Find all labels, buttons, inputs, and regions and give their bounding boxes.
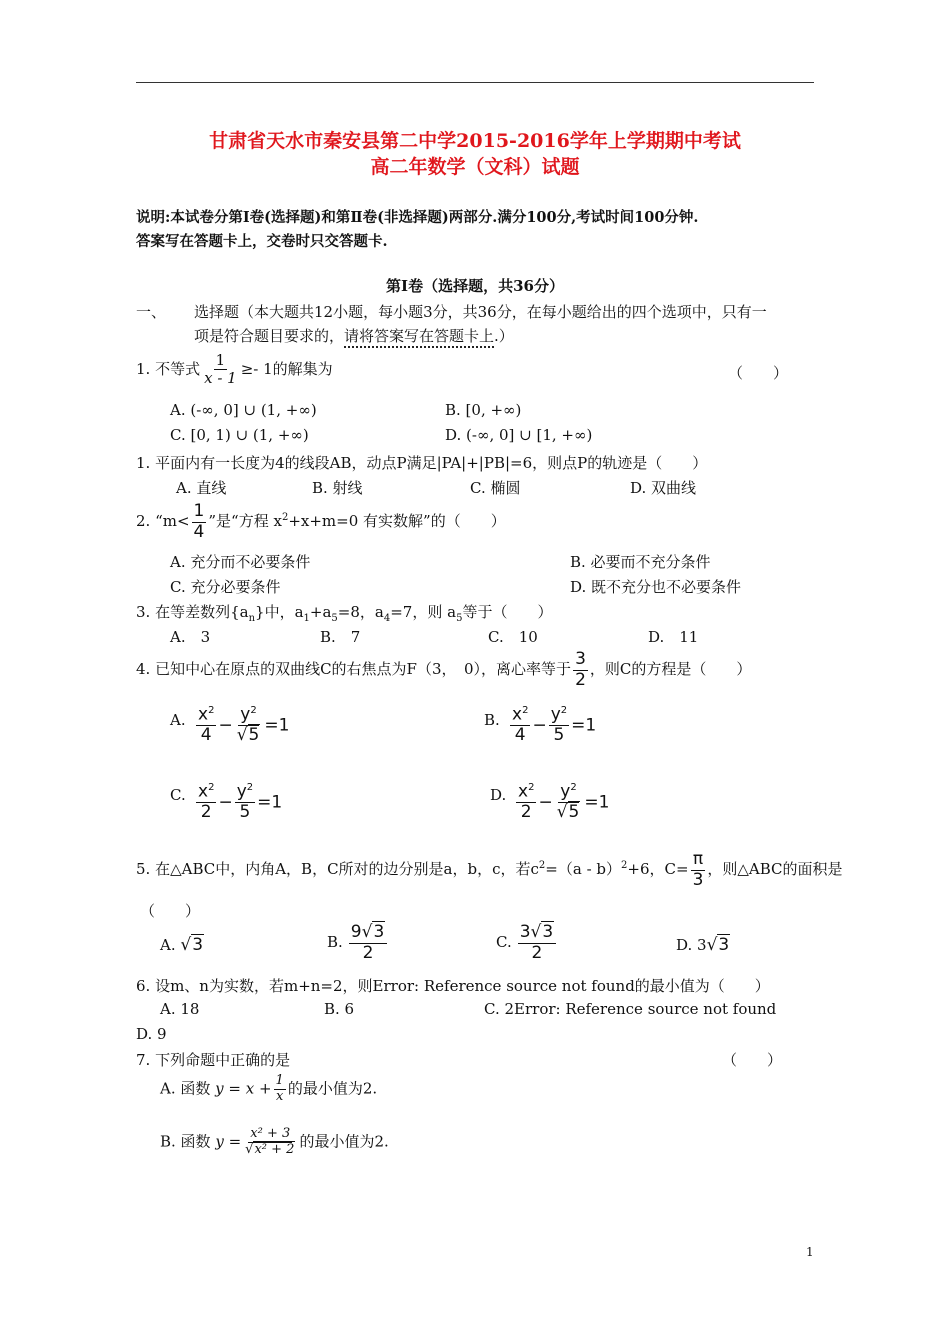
- option-c: C. 椭圆: [470, 479, 521, 497]
- option-a-label: A.: [170, 711, 186, 729]
- question-5: 5. 在△ABC中，内角A，B，C所对的边分别是a，b，c，若$c^2=(a - b)^2+6$，C= $\frac{\pi}{3}$ ，则△ABC的面积是: [136, 849, 843, 890]
- header-rule: [136, 82, 814, 83]
- answer-paren: （ ）: [722, 1051, 783, 1069]
- option-b-formula: $\frac{x^2}{4}$ − $\frac{y^2}{5}$ =1: [512, 704, 597, 746]
- option-b: B. 射线: [312, 479, 363, 497]
- option-b: B. $\frac{9√3}{2}$: [327, 923, 389, 963]
- section-heading: 第Ⅰ卷（选择题，共36分）: [386, 277, 564, 295]
- part-description-line1: 选择题（本大题共12小题，每小题3分，共36分，在每小题给出的四个选项中，只有一: [194, 303, 767, 321]
- notice-line2: 答案写在答题卡上，交卷时只交答题卡.: [136, 233, 388, 250]
- part-number: 一、: [136, 303, 167, 321]
- option-d: D. 11: [648, 628, 699, 646]
- exam-title-line1: 甘肃省天水市秦安县第二中学2015-2016学年上学期期中考试: [209, 130, 741, 152]
- option-c: C. 2Error: Reference source not found: [484, 1000, 777, 1018]
- fraction: $\frac{1}{x - 1}$: [204, 351, 237, 388]
- question-1a: 1. 不等式 $\frac{1}{x - 1}$ ≥- 1的解集为: [136, 351, 333, 388]
- option-b-label: B.: [484, 711, 500, 729]
- exam-title-line2: 高二年数学（文科）试题: [370, 156, 580, 178]
- option-b: B. 函数 y = $\frac{\text{x² + 3}}{\text{√x² + 2}}$ 的最小值为2.: [160, 1126, 389, 1157]
- question-1b: 1. 平面内有一长度为4的线段AB，动点P满足|PA|+|PB|=6，则点P的轨迹是（ ）: [136, 454, 708, 472]
- question-2: 2. “m< $\frac{1}{4}$ ”是“方程 $x^2+x+m=0$ 有实数解”的（ ）: [136, 501, 506, 542]
- option-a: A. 函数 y = x + $\frac{1}{x}$ 的最小值为2.: [160, 1073, 378, 1104]
- answer-paren: （ ）: [728, 364, 789, 382]
- option-c: C. 10: [488, 628, 538, 646]
- option-b: B. 必要而不充分条件: [570, 553, 711, 571]
- fraction: $\frac{1}{4}$: [193, 501, 205, 542]
- notice-line1: 说明:本试卷分第Ⅰ卷(选择题)和第Ⅱ卷(非选择题)两部分.满分100分,考试时间100分钟.: [136, 209, 699, 226]
- question-3: 3. 在等差数列$\{a_n\}$中，$a_1+a_5=8$，$a_4=7$，则 $a_5$等于（ ）: [136, 603, 553, 624]
- option-a: A. 3: [170, 628, 211, 646]
- option-c: C. $\frac{3√3}{2}$: [496, 923, 558, 963]
- option-d-formula: $\frac{x^2}{2}$ − $\frac{y^2}{√5}$ =1: [518, 781, 610, 823]
- option-a: A. (-∞, 0] ∪ (1, +∞): [170, 401, 317, 419]
- option-a: A. 直线: [176, 479, 227, 497]
- option-d: D. 双曲线: [630, 479, 697, 497]
- option-d-label: D.: [490, 786, 507, 804]
- option-d: D. (-∞, 0] ∪ [1, +∞): [445, 426, 593, 444]
- part-description-line2: 项是符合题目要求的，请将答案写在答题卡上.）: [194, 325, 514, 346]
- question-4: 4. 已知中心在原点的双曲线C的右焦点为F（3， 0），离心率等于 $\frac{3}{2}$ ，则C的方程是（ ）: [136, 649, 752, 690]
- option-d: D. 既不充分也不必要条件: [570, 578, 742, 596]
- option-b: B. [0, +∞): [445, 401, 522, 419]
- emphasis-dots: 请将答案写在答题卡上: [344, 327, 494, 348]
- question-6: 6. 设m、n为实数，若m+n=2，则Error: Reference source not found的最小值为（ ）: [136, 977, 770, 995]
- option-c-label: C.: [170, 786, 186, 804]
- option-b: B. 7: [320, 628, 361, 646]
- option-c: C. [0, 1) ∪ (1, +∞): [170, 426, 309, 444]
- option-c-formula: $\frac{x^2}{2}$ − $\frac{y^2}{5}$ =1: [198, 781, 283, 823]
- option-b: B. 6: [324, 1000, 355, 1018]
- page-number: 1: [806, 1245, 814, 1259]
- answer-paren: （ ）: [140, 902, 201, 920]
- option-a-formula: $\frac{x^2}{4}$ − $\frac{y^2}{√5}$ =1: [198, 704, 290, 746]
- fraction: $\frac{\pi}{3}$: [692, 849, 704, 890]
- option-c: C. 充分必要条件: [170, 578, 281, 596]
- option-a: A. 18: [160, 1000, 200, 1018]
- fraction: $\frac{3}{2}$: [575, 649, 586, 690]
- question-7: 7. 下列命题中正确的是: [136, 1051, 291, 1069]
- option-a: A. 充分而不必要条件: [170, 553, 311, 571]
- option-d: D. 3√3: [676, 935, 730, 955]
- option-d: D. 9: [136, 1025, 167, 1043]
- option-a: A. √3: [160, 935, 204, 955]
